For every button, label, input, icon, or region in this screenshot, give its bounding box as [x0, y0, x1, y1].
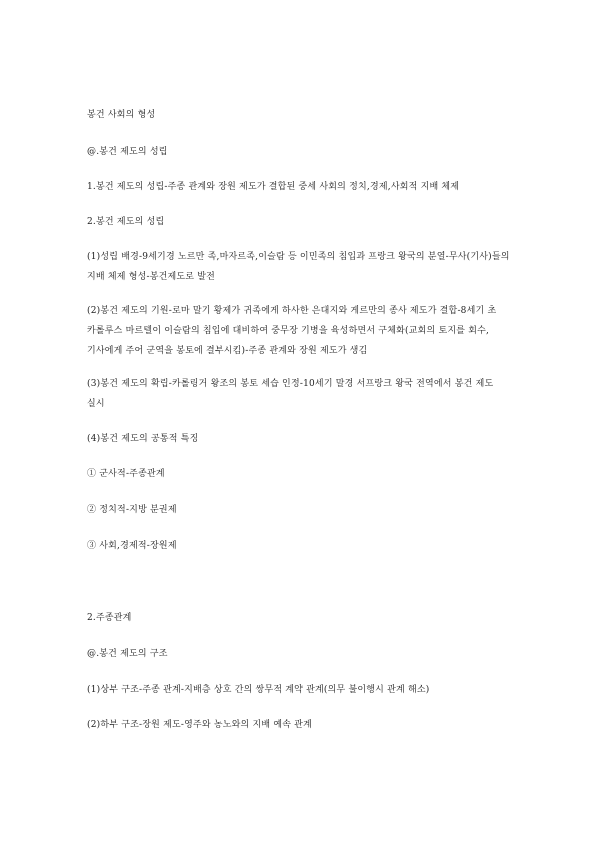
paragraph: (1)상부 구조-주종 관계-지배층 상호 간의 쌍무적 계약 관계(의무 불이행시 관계 해소) — [87, 685, 430, 695]
paragraph: (3)봉건 제도의 확립-카롤링거 왕조의 봉토 세습 인정-10세기 말경 서프랑크 왕국 전역에서 봉건 제도 실시 — [87, 379, 494, 409]
section-heading: @.봉건 제도의 성립 — [87, 147, 168, 157]
paragraph: 1.봉건 제도의 성립-주종 관계와 장원 제도가 결합된 중세 사회의 정치,경제,사회적 지배 체제 — [87, 182, 460, 192]
section-heading: @.봉건 제도의 구조 — [87, 649, 168, 659]
document-title: 봉건 사회의 형성 — [87, 110, 156, 120]
paragraph: (1)성립 배경-9세기경 노르만 족,마자르족,이슬람 등 이민족의 침입과 프랑크 왕국의 분열-무사(기사)들의 지배 체제 형성-봉건제도로 발전 — [87, 252, 510, 282]
list-item: ② 정치적-지방 분권제 — [87, 505, 177, 515]
paragraph: (4)봉건 제도의 공통적 특징 — [87, 434, 199, 444]
section-heading: 2.주종관계 — [87, 613, 132, 623]
paragraph: 2.봉건 제도의 성립 — [87, 217, 165, 227]
list-item: ③ 사회,경제적-장원제 — [87, 541, 177, 551]
paragraph: (2)봉건 제도의 기원-로마 말기 황제가 귀족에게 하사한 은대지와 게르만의 종사 제도가 결합-8세기 초 카롤루스 마르텔이 이슬람의 침입에 대비하여 중무장 기병을 육성하면서 구체화(교회의 토지를 회수,기사에게 주어 군역을 봉토에 결부시킴)-주종 관계와 장원 제도가 생김 — [87, 306, 497, 356]
list-item: ① 군사적-주종관계 — [87, 469, 165, 479]
paragraph: (2)하부 구조-장원 제도-영주와 농노와의 지배 예속 관계 — [87, 720, 312, 730]
